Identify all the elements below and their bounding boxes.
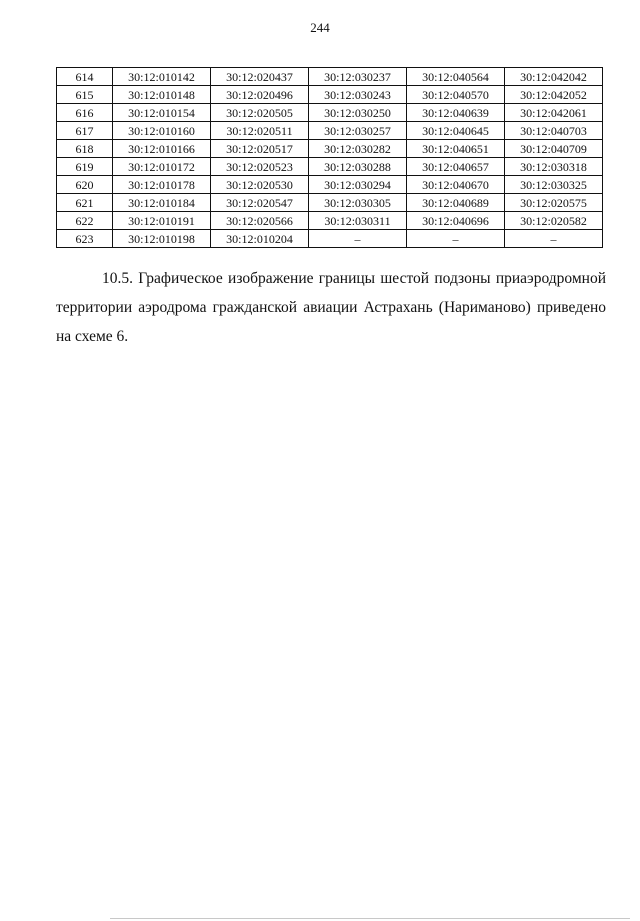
table-row xyxy=(57,122,603,140)
cadastral-code-cell: – xyxy=(407,230,505,248)
row-number-cell: 617 xyxy=(57,122,113,140)
cadastral-code-cell: 30:12:030257 xyxy=(309,122,407,140)
cadastral-code-cell: 30:12:030282 xyxy=(309,140,407,158)
row-number-cell: 618 xyxy=(57,140,113,158)
cadastral-code-cell: 30:12:030294 xyxy=(309,176,407,194)
row-number-cell: 616 xyxy=(57,104,113,122)
table-row xyxy=(57,68,603,86)
cadastral-code-cell: 30:12:010178 xyxy=(113,176,211,194)
cadastral-code-cell: 30:12:020566 xyxy=(211,212,309,230)
table-body xyxy=(57,68,603,248)
cadastral-code-cell: 30:12:010166 xyxy=(113,140,211,158)
table-row xyxy=(57,176,603,194)
cadastral-code-cell: 30:12:010160 xyxy=(113,122,211,140)
cadastral-code-cell: 30:12:030305 xyxy=(309,194,407,212)
cadastral-code-cell: 30:12:040570 xyxy=(407,86,505,104)
cadastral-code-cell: 30:12:010154 xyxy=(113,104,211,122)
cadastral-code-cell: 30:12:020582 xyxy=(505,212,603,230)
table-row xyxy=(57,212,603,230)
section-paragraph: 10.5. Графическое изображение границы шестой подзоны приаэродромной территории аэродрома гражданской авиации Астрахань (Нариманово) приведено на схеме 6. xyxy=(56,270,606,345)
cadastral-code-cell: 30:12:040696 xyxy=(407,212,505,230)
cadastral-code-cell: – xyxy=(505,230,603,248)
cadastral-code-cell: 30:12:040639 xyxy=(407,104,505,122)
page-edge-line xyxy=(110,918,630,919)
cadastral-code-cell: 30:12:040670 xyxy=(407,176,505,194)
cadastral-codes-table xyxy=(56,67,603,248)
cadastral-code-cell: 30:12:040689 xyxy=(407,194,505,212)
cadastral-code-cell: 30:12:020575 xyxy=(505,194,603,212)
page-number: 244 xyxy=(310,20,330,35)
cadastral-code-cell: 30:12:030288 xyxy=(309,158,407,176)
cadastral-code-cell: 30:12:010172 xyxy=(113,158,211,176)
cadastral-code-cell: 30:12:020437 xyxy=(211,68,309,86)
cadastral-code-cell: 30:12:020547 xyxy=(211,194,309,212)
cadastral-code-cell: 30:12:010191 xyxy=(113,212,211,230)
table-row xyxy=(57,194,603,212)
cadastral-code-cell: 30:12:020517 xyxy=(211,140,309,158)
cadastral-code-cell: – xyxy=(309,230,407,248)
table-row xyxy=(57,86,603,104)
row-number-cell: 615 xyxy=(57,86,113,104)
cadastral-code-cell: 30:12:010148 xyxy=(113,86,211,104)
row-number-cell: 619 xyxy=(57,158,113,176)
row-number-cell: 620 xyxy=(57,176,113,194)
cadastral-code-cell: 30:12:010204 xyxy=(211,230,309,248)
cadastral-code-cell: 30:12:042042 xyxy=(505,68,603,86)
row-number-cell: 621 xyxy=(57,194,113,212)
cadastral-code-cell: 30:12:042052 xyxy=(505,86,603,104)
table-row xyxy=(57,158,603,176)
cadastral-code-cell: 30:12:010184 xyxy=(113,194,211,212)
cadastral-code-cell: 30:12:020511 xyxy=(211,122,309,140)
cadastral-code-cell: 30:12:030243 xyxy=(309,86,407,104)
cadastral-code-cell: 30:12:020530 xyxy=(211,176,309,194)
cadastral-code-cell: 30:12:040657 xyxy=(407,158,505,176)
row-number-cell: 614 xyxy=(57,68,113,86)
cadastral-code-cell: 30:12:030237 xyxy=(309,68,407,86)
cadastral-code-cell: 30:12:030250 xyxy=(309,104,407,122)
cadastral-code-cell: 30:12:040645 xyxy=(407,122,505,140)
cadastral-code-cell: 30:12:030325 xyxy=(505,176,603,194)
table-row xyxy=(57,140,603,158)
cadastral-code-cell: 30:12:030318 xyxy=(505,158,603,176)
cadastral-code-cell: 30:12:030311 xyxy=(309,212,407,230)
cadastral-code-cell: 30:12:020523 xyxy=(211,158,309,176)
cadastral-code-cell: 30:12:040709 xyxy=(505,140,603,158)
cadastral-code-cell: 30:12:042061 xyxy=(505,104,603,122)
row-number-cell: 622 xyxy=(57,212,113,230)
cadastral-code-cell: 30:12:010142 xyxy=(113,68,211,86)
cadastral-code-cell: 30:12:040651 xyxy=(407,140,505,158)
cadastral-code-cell: 30:12:010198 xyxy=(113,230,211,248)
cadastral-code-cell: 30:12:020505 xyxy=(211,104,309,122)
table-row xyxy=(57,230,603,248)
row-number-cell: 623 xyxy=(57,230,113,248)
table-row xyxy=(57,104,603,122)
cadastral-code-cell: 30:12:020496 xyxy=(211,86,309,104)
cadastral-code-cell: 30:12:040703 xyxy=(505,122,603,140)
cadastral-code-cell: 30:12:040564 xyxy=(407,68,505,86)
